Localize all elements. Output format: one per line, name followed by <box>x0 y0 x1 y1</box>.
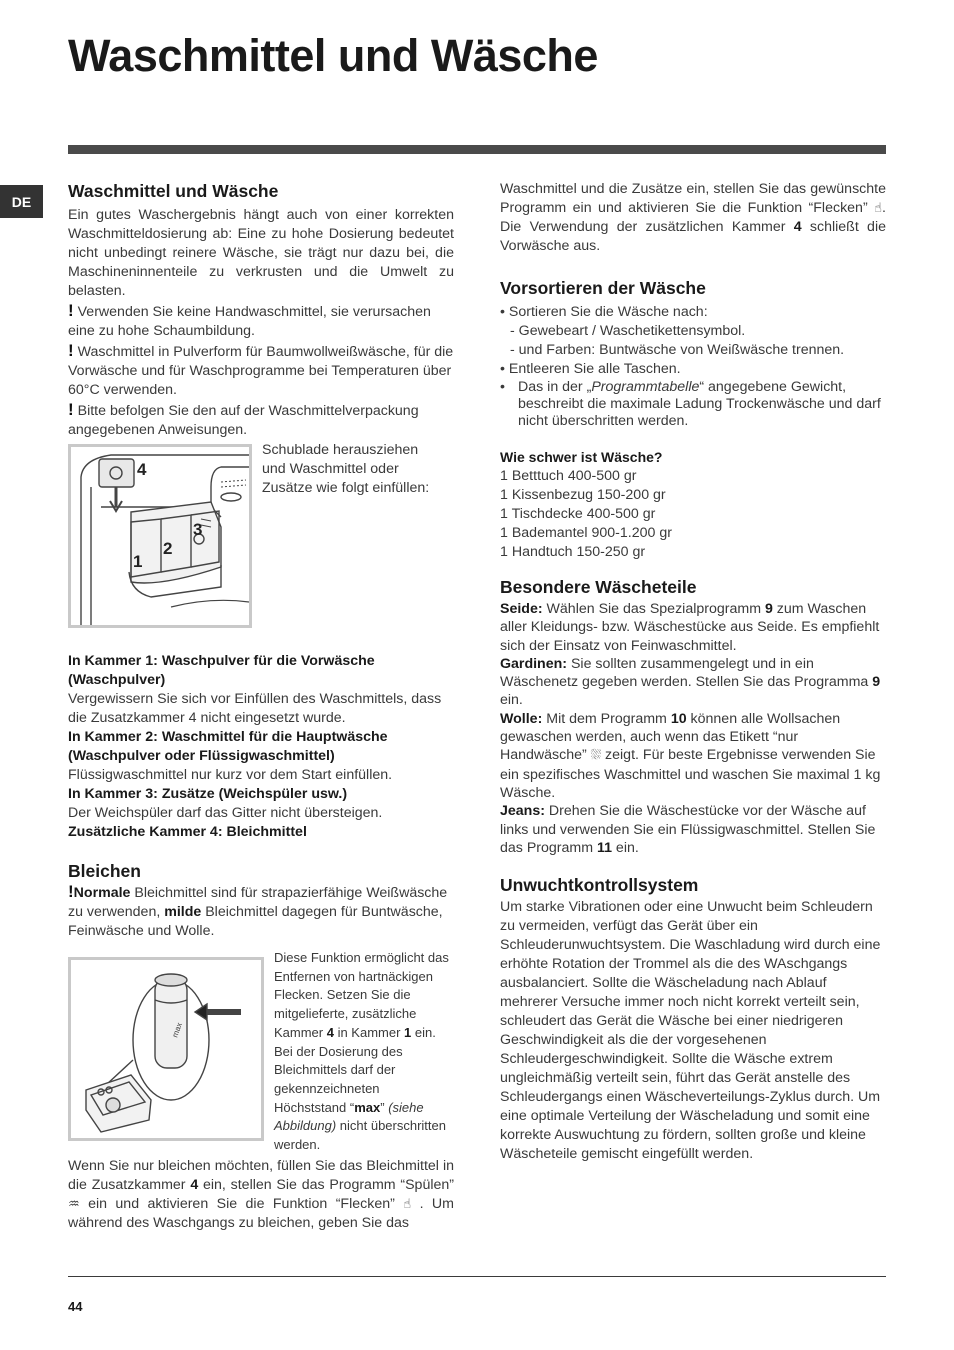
list-item: • Das in der „Programmtabelle“ angegebene Gewicht, beschreibt die maximale Ladung Trockenwäsche und darf nicht überschritten werden. <box>500 379 881 429</box>
section-heading-unwucht: Unwuchtkontrollsystem <box>500 875 699 896</box>
page-number: 44 <box>68 1299 83 1314</box>
bleach-container-illustration <box>68 957 264 1141</box>
stain-icon: ☝ <box>874 201 883 216</box>
jeans-paragraph: Jeans: Drehen Sie die Wäschestücke vor der Wäsche auf links und verwenden Sie ein Flüssigwaschmittel. Stellen Sie das Programm 11 ein. <box>500 803 876 856</box>
chamber-4-title: Zusätzliche Kammer 4: Bleichmittel <box>68 824 307 840</box>
list-item: • Entleeren Sie alle Taschen. <box>500 361 681 377</box>
warning-icon: ! <box>68 882 74 901</box>
handwash-icon: ⛆ <box>590 748 602 764</box>
chamber-1-title: In Kammer 1: Waschpulver für die Vorwäsche (Waschpulver) <box>68 653 375 688</box>
warning-icon: ! <box>68 341 74 360</box>
weights-list <box>500 467 886 562</box>
section-heading-besondere: Besondere Wäscheteile <box>500 577 697 597</box>
list-item: 1 Tischdecke 400-500 gr <box>500 506 656 522</box>
intro-paragraph: Ein gutes Waschergebnis hängt auch von einer korrekten Waschmitteldosierung ab: Eine zu hohe Dosierung bedeutet nicht unbedingt reinere Wäsche, sie trägt nur dazu bei, die Maschineninnenteile zu verkrusten und die Umwelt zu belasten. <box>68 207 454 299</box>
chamber-3-title: In Kammer 3: Zusätze (Weichspüler usw.) <box>68 786 348 802</box>
bleichen-end-paragraph: Wenn Sie nur bleichen möchten, füllen Sie das Bleichmittel in die Zusatzkammer 4 ein, stellen Sie das Programm “Spülen” ♒ ein und aktivieren Sie die Funktion “Flecken” ☝ . Um während des Waschgangs zu bleichen, geben Sie das <box>68 1157 454 1231</box>
drawer-caption: Schublade herausziehen und Waschmittel oder Zusätze wie folgt einfüllen: <box>262 442 430 496</box>
right-column <box>500 180 886 1164</box>
warning-icon: ! <box>68 301 74 320</box>
chamber-3-text: Der Weichspüler darf das Gitter nicht übersteigen. <box>68 805 383 821</box>
chamber-label-3: 3 <box>193 520 203 539</box>
chamber-label-2: 2 <box>163 539 173 558</box>
continued-paragraph: Waschmittel und die Zusätze ein, stellen Sie das gewünschte Programm ein und aktivieren Sie die Funktion “Flecken” ☝. Die Verwendung der zusätzlichen Kammer 4 schließt die Vorwäsche aus. <box>500 181 886 254</box>
bleach-caption: Diese Funktion ermöglicht das Entfernen von hartnäckigen Flecken. Setzen Sie die mitgelieferte, zusätzliche Kammer 4 in Kammer 1 ein. Bei der Dosierung des Bleichmittels darf der gekennzeichneten Höchststand “max” (siehe Abbildung) nicht überschritten werden. <box>274 950 449 1153</box>
note-verpackung: ! Bitte befolgen Sie den auf der Waschmittelverpackung angegebenen Anweisungen. <box>68 400 419 438</box>
warning-icon: ! <box>68 400 74 419</box>
list-item: • Sortieren Sie die Wäsche nach: <box>500 304 708 320</box>
chamber-2-text: Flüssigwaschmittel nur kurz vor dem Start einfüllen. <box>68 767 393 783</box>
detergent-drawer-drawing <box>71 447 249 625</box>
chamber-1-text: Vergewissern Sie sich vor Einfüllen des Waschmittels, dass die Zusatzkammer 4 nicht eingesetzt wurde. <box>68 691 442 726</box>
bleach-container-drawing <box>71 960 261 1138</box>
chamber-label-1: 1 <box>133 552 143 571</box>
chambers-list <box>68 652 454 842</box>
wolle-paragraph: Wolle: Mit dem Programm 10 können alle Wollsachen gewaschen werden, auch wenn das Etikett “nur Handwäsche” ⛆ zeigt. Für beste Ergebnisse verwenden Sie ein spezifisches Waschmittel und waschen Sie maximal 1 kg Wäsche. <box>500 710 881 801</box>
unwucht-paragraph: Um starke Vibrationen oder eine Unwucht beim Schleudern zu vermeiden, verfügt das Gerät über ein Schleuderunwuchtsystem. Die Waschladung wird durch eine erhöhte Rotation der Trommel als die des WAschgangs ausbalanciert. Sollte die Wäscheladung nach Ablauf mehrerer Versuche immer noch nicht korrekt verteilt sein, schleudert das Gerät die Wäsche bei einer niedrigeren Geschwindigkeit als die der vorgesehenen Schleudergeschwindigkeit. Sollte die Wäsche extrem ungleichmäßig verteilt sein, führt das Gerät anstelle des Schleudergangs einen Wäscheverteilungs-Zyklus durch. Um eine optimale Verteilung der Wäscheladung und somit eine korrekte Auswuchtung zu fördern, sollten große und kleine Wäscheteile gemischt eingefüllt werden. <box>500 899 881 1163</box>
list-item: 1 Kissenbezug 150-200 gr <box>500 487 666 503</box>
weights-subheading: Wie schwer ist Wäsche? <box>500 449 663 465</box>
seide-paragraph: Seide: Wählen Sie das Spezialprogramm 9 zum Waschen aller Kleidungs- bzw. Wäschestücke aus Seide. Es empfiehlt sich der Einsatz von Feinwaschmittel. <box>500 601 880 654</box>
section-heading-waschmittel: Waschmittel und Wäsche <box>68 181 279 201</box>
rinse-icon: ♒ <box>68 1196 80 1212</box>
note-pulverform: ! Waschmittel in Pulverform für Baumwollweißwäsche, für die Vorwäsche und für Waschprogramme bei Temperaturen über 60°C verwenden. <box>68 341 454 398</box>
stain-icon: ☝ <box>403 1196 412 1212</box>
section-heading-bleichen: Bleichen <box>68 861 141 881</box>
footer-divider <box>68 1276 886 1277</box>
bleichen-intro: !Normale Bleichmittel sind für strapazierfähige Weißwäsche zu verwenden, milde Bleichmittel dagegen für Buntwäsche, Feinwäsche und Wolle. <box>68 882 448 939</box>
list-item: - Gewebeart / Waschetikettensymbol. <box>510 323 746 339</box>
bleach-figure-row <box>68 949 454 1155</box>
note-handwaschmittel: ! Verwenden Sie keine Handwaschmittel, sie verursachen eine zu hohe Schaumbildung. <box>68 301 431 339</box>
language-tab: DE <box>0 185 43 218</box>
page-title: Waschmittel und Wäsche <box>68 30 598 81</box>
drawer-figure-row <box>68 444 454 628</box>
left-column <box>68 180 454 1233</box>
gardinen-paragraph: Gardinen: Sie sollten zusammengelegt und in ein Wäschenetz gegeben werden. Stellen Sie das Programma 9 ein. <box>500 655 881 709</box>
list-item: - und Farben: Buntwäsche von Weißwäsche trennen. <box>510 342 845 358</box>
detergent-drawer-illustration <box>68 444 252 628</box>
list-item: 1 Handtuch 150-250 gr <box>500 544 646 560</box>
chamber-label-4: 4 <box>137 460 147 479</box>
title-divider-bar <box>68 145 886 154</box>
sorting-list <box>500 303 886 430</box>
list-item: 1 Bademantel 900-1.200 gr <box>500 525 672 541</box>
section-heading-vorsortieren: Vorsortieren der Wäsche <box>500 278 706 298</box>
chamber-2-title: In Kammer 2: Waschmittel für die Hauptwäsche (Waschpulver oder Flüssigwaschmittel) <box>68 729 388 764</box>
list-item: 1 Betttuch 400-500 gr <box>500 468 637 484</box>
max-marker-label: max <box>170 1021 185 1039</box>
special-items <box>500 600 886 857</box>
